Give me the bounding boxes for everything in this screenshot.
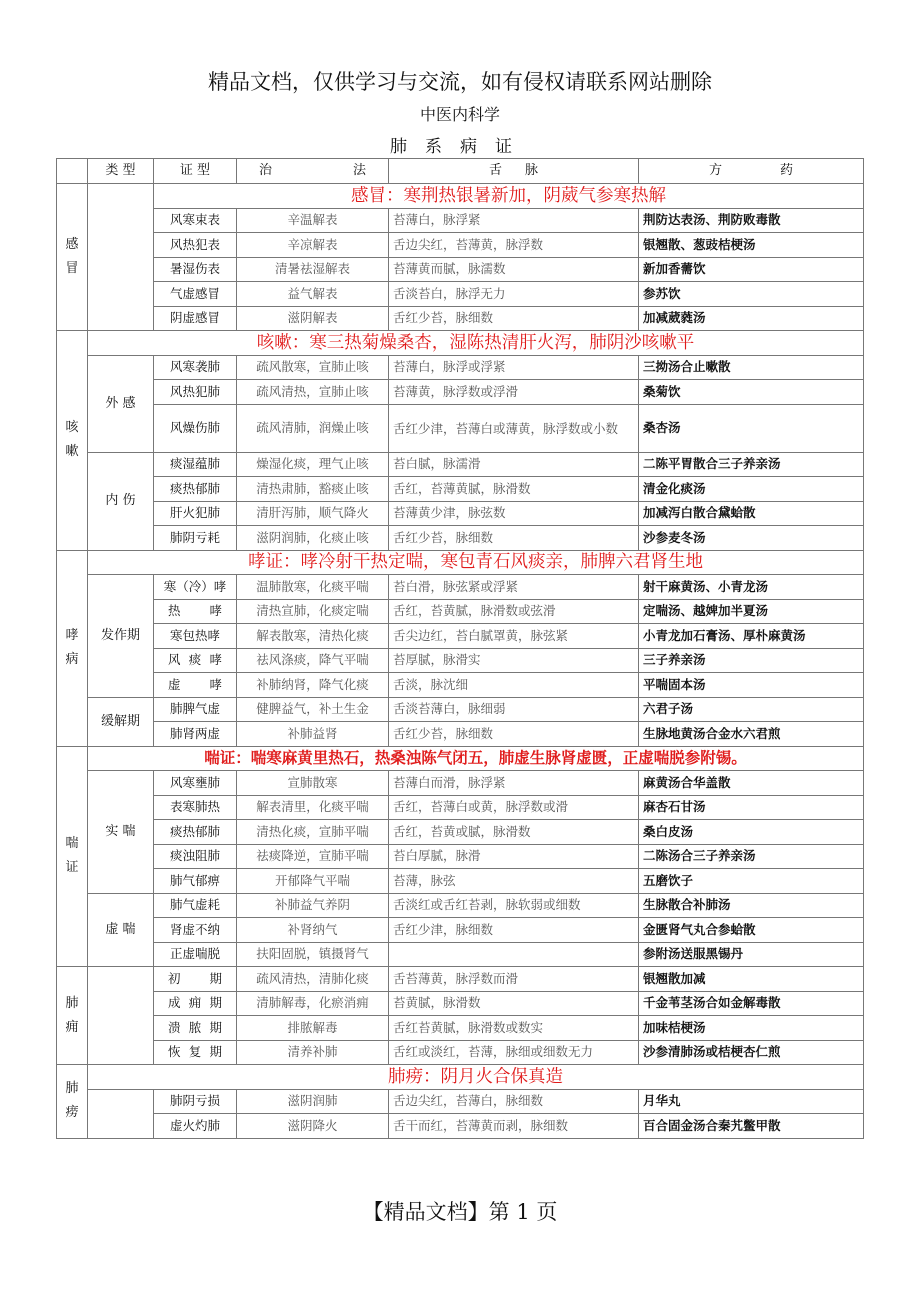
- subgroup-neishang: 内 伤: [88, 452, 154, 550]
- table-row: 痰热郁肺 清热肃肺，豁痰止咳 舌红，苔薄黄腻，脉滑数 清金化痰汤: [57, 477, 864, 502]
- top-notice: 精品文档，仅供学习与交流，如有侵权请联系网站删除: [208, 70, 712, 94]
- table-row: 肺肾两虚 补肺益肾 舌红少苔，脉细数 生脉地黄汤合金水六君煎: [57, 722, 864, 747]
- syndrome-table: [56, 158, 864, 1139]
- subgroup-xuchuan: 虚 喘: [88, 893, 154, 967]
- table-header-row: [57, 159, 864, 184]
- table-row: [57, 746, 864, 771]
- table-row: [57, 1065, 864, 1090]
- subgroup-shichuan: 实 喘: [88, 771, 154, 894]
- subgroup-blank: [88, 1089, 154, 1138]
- table-row: 肝火犯肺 清肝泻肺，顺气降火 苔薄黄少津，脉弦数 加减泻白散合黛蛤散: [57, 501, 864, 526]
- table-row: 正虚喘脱 扶阳固脱，镇摄肾气 参附汤送服黑锡丹: [57, 942, 864, 967]
- table-row: 溃 脓 期 排脓解毒 舌红苔黄腻，脉滑数或数实 加味桔梗汤: [57, 1016, 864, 1041]
- section-feiyong: 肺痈: [57, 967, 88, 1065]
- table-row: 成 痈 期 清肺解毒，化瘀消痈 苔黄腻，脉滑数 千金苇茎汤合如金解毒散: [57, 991, 864, 1016]
- header-treatment: 治 法: [237, 159, 389, 184]
- table-row: 风 痰 哮 祛风涤痰，降气平喘 苔厚腻，脉滑实 三子养亲汤: [57, 648, 864, 673]
- table-row: 虚 哮 补肺纳肾，降气化痰 舌淡，脉沈细 平喘固本汤: [57, 673, 864, 698]
- table-row: 内 伤 痰湿蕴肺 燥湿化痰，理气止咳 苔白腻，脉濡滑 二陈平胃散合三子养亲汤: [57, 452, 864, 477]
- header-prescription: 方 药: [639, 159, 864, 184]
- table-row: 肺痈 初 期 疏风清热，清肺化痰 舌苔薄黄，脉浮数而滑 银翘散加减: [57, 967, 864, 992]
- table-row: 风热犯肺 疏风清热，宣肺止咳 苔薄黄，脉浮数或浮滑 桑菊饮: [57, 380, 864, 405]
- mnemonic-chuanzheng: 喘证：喘寒麻黄里热石，热桑浊陈气闭五，肺虚生脉肾虚匮，正虚喘脱参附锡。: [88, 746, 864, 771]
- table-row: 肺气郁痹 开郁降气平喘 苔薄，脉弦 五磨饮子: [57, 869, 864, 894]
- table-row: 恢 复 期 清养补肺 舌红或淡红，苔薄，脉细或细数无力 沙参清肺汤或桔梗杏仁煎: [57, 1040, 864, 1065]
- mnemonic-xiaobing: 哮证：哮冷射干热定喘，寒包青石风痰亲，肺脾六君肾生地: [88, 550, 864, 575]
- mnemonic-feilao: 肺痨：阴月火合保真造: [88, 1065, 864, 1090]
- subgroup-huanjieqi: 缓解期: [88, 697, 154, 746]
- table-row: 缓解期 肺脾气虚 健脾益气，补土生金 舌淡苔薄白，脉细弱 六君子汤: [57, 697, 864, 722]
- table-row: 暑湿伤表 清暑祛湿解表 苔薄黄而腻，脉濡数 新加香薷饮: [57, 257, 864, 282]
- table-row: 肺阴亏耗 滋阴润肺，化痰止咳 舌红少苔，脉细数 沙参麦冬汤: [57, 526, 864, 551]
- table-row: 肾虚不纳 补肾纳气 舌红少津，脉细数 金匮肾气丸合参蛤散: [57, 918, 864, 943]
- subgroup-waigan: 外 感: [88, 355, 154, 452]
- table-row: 虚火灼肺 滋阴降火 舌干而红，苔薄黄而剥，脉细数 百合固金汤合秦艽鳖甲散: [57, 1114, 864, 1139]
- table-row: 热 哮 清热宣肺，化痰定喘 舌红，苔黄腻，脉滑数或弦滑 定喘汤、越婢加半夏汤: [57, 599, 864, 624]
- table-row: [57, 550, 864, 575]
- table-row: [57, 331, 864, 356]
- section-chuanzheng: 喘证: [57, 746, 88, 967]
- section-feilao: 肺痨: [57, 1065, 88, 1139]
- table-row: 实 喘 风寒壅肺 宣肺散寒 苔薄白而滑，脉浮紧 麻黄汤合华盖散: [57, 771, 864, 796]
- table-row: 气虚感冒 益气解表 舌淡苔白，脉浮无力 参苏饮: [57, 282, 864, 307]
- mnemonic-kesou: 咳嗽：寒三热菊燥桑杏，湿陈热清肝火泻，肺阴沙咳嗽平: [88, 331, 864, 356]
- table-row: 寒包热哮 解表散寒，清热化痰 舌尖边红，苔白腻罩黄，脉弦紧 小青龙加石膏汤、厚朴麻黄汤: [57, 624, 864, 649]
- table-row: [57, 184, 864, 209]
- section-kesou: 咳嗽: [57, 331, 88, 551]
- table-row: 风燥伤肺 疏风清肺，润燥止咳 舌红少津，苔薄白或薄黄，脉浮数或小数 桑杏汤: [57, 404, 864, 452]
- page-title: 肺系病证: [390, 137, 530, 157]
- header-syndrome: 证 型: [154, 159, 237, 184]
- section-ganmao: 感冒: [57, 184, 88, 331]
- header-tongue-pulse: 舌 脉: [389, 159, 639, 184]
- table-row: 外 感 风寒袭肺 疏风散寒，宣肺止咳 苔薄白，脉浮或浮紧 三拗汤合止嗽散: [57, 355, 864, 380]
- subgroup-blank: [88, 967, 154, 1065]
- table-row: 发作期 寒（冷）哮 温肺散寒，化痰平喘 苔白滑，脉弦紧或浮紧 射干麻黄汤、小青龙汤: [57, 575, 864, 600]
- section-xiaobing: 哮病: [57, 550, 88, 746]
- subject-title: 中医内科学: [419, 105, 500, 124]
- table-row: 痰浊阻肺 祛痰降逆，宣肺平喘 苔白厚腻，脉滑 二陈汤合三子养亲汤: [57, 844, 864, 869]
- table-row: 虚 喘 肺气虚耗 补肺益气养阴 舌淡红或舌红苔剥，脉软弱或细数 生脉散合补肺汤: [57, 893, 864, 918]
- header-category: 类 型: [88, 159, 154, 184]
- table-row: 阴虚感冒 滋阴解表 舌红少苔，脉细数 加减葳蕤汤: [57, 306, 864, 331]
- page-footer: 【精品文档】第 1 页: [362, 1200, 558, 1224]
- header-blank: [57, 159, 88, 184]
- table-row: 肺阴亏损 滋阴润肺 舌边尖红，苔薄白，脉细数 月华丸: [57, 1089, 864, 1114]
- table-row: 风寒束表 辛温解表 苔薄白，脉浮紧 荆防达表汤、荆防败毒散: [57, 208, 864, 233]
- table-row: 痰热郁肺 清热化痰，宣肺平喘 舌红，苔黄或腻，脉滑数 桑白皮汤: [57, 820, 864, 845]
- subgroup-blank: [88, 184, 154, 331]
- subgroup-fazuoqi: 发作期: [88, 575, 154, 698]
- mnemonic-ganmao: 感冒：寒荆热银暑新加，阴葳气参寒热解: [154, 184, 864, 209]
- table-row: 风热犯表 辛凉解表 舌边尖红，苔薄黄，脉浮数 银翘散、葱豉桔梗汤: [57, 233, 864, 258]
- table-row: 表寒肺热 解表清里，化痰平喘 舌红，苔薄白或黄，脉浮数或滑 麻杏石甘汤: [57, 795, 864, 820]
